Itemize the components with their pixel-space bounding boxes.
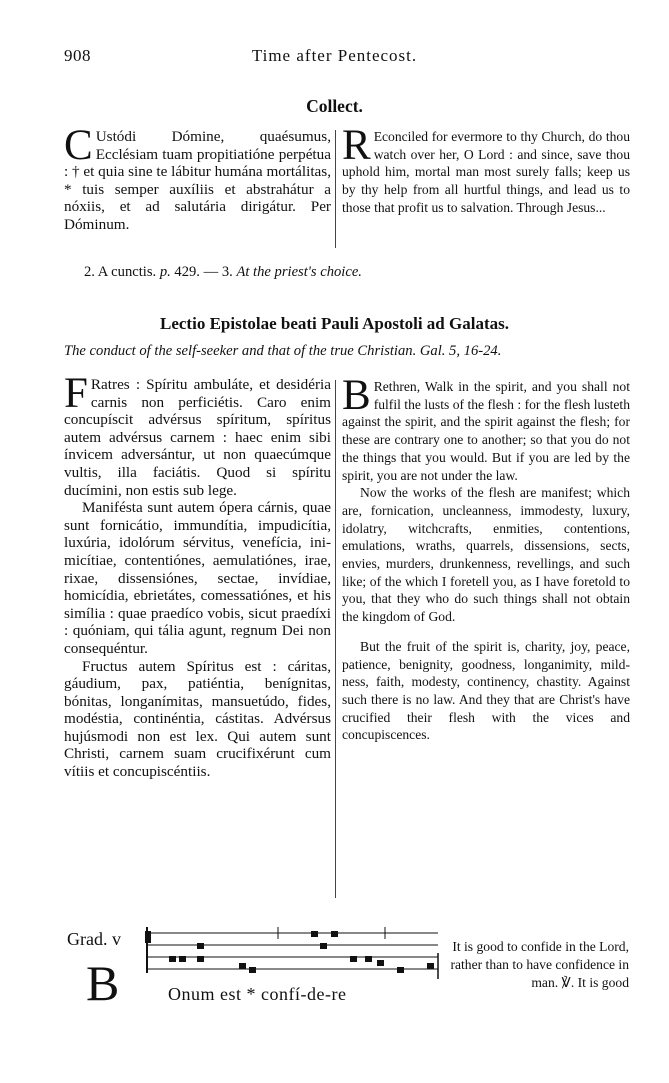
collect-divider [335,130,336,248]
neume [311,931,318,937]
epistle-english-p1 [342,372,630,484]
epistle-english [342,372,630,744]
neume [350,956,357,962]
neume [197,956,204,962]
neume [249,967,256,973]
neume [239,963,246,969]
collect-latin [64,122,331,234]
collect-english-text: Econciled for evermore to thy Church, do thou watch over her, O Lord : and since, save thou uphold him, mortal man most surely falls; keep us by thy help from all hurtful things, and lead us to those that profit us to salvation. Through Jesus... [342,129,630,215]
epistle-latin [64,370,331,781]
collect-english [342,122,630,217]
epistle-latin-p2: Manifésta sunt autem ópera cárnis, quae sunt fornicátio, immundítia, impudicítia, luxúria, idolórum sérvitus, venefícia, inimicítiae, contentiónes, aemulatiónes, irae, rixae, dissensiónes, sectae, invídiae, homicídia, ebrietátes, comessatiónes, et his simília : quae praedíco vobis, sicut praedíxi : quóniam, qui tália agunt, regnum Dei non consequéntur. [64,499,331,657]
epistle-heading: Lectio Epistolae beati Pauli Apostoli ad Galatas. [160,314,509,333]
running-title: Time after Pentecost. [251,46,418,65]
collect-english-dropcap: R [342,122,371,169]
epistle-divider [335,380,336,898]
epistle-english-dropcap: B [342,372,371,419]
epistle-latin-p1-text: Ratres : Spíritu ambuláte, et desidéria carnis non perficiétis. Caro enim concupíscit advérsus spíritum, spíritus autem advérsus carnem : haec enim sibi ínvicem adversántur, ut non quaecúmque vultis, illa faciátis. Quod si spíritu ducímini, non estis sub lege. [64,376,331,499]
gradual-english: It is good to confide in the Lord, rather than to have confidence in man. ℣. It is good [450,939,629,990]
epistle-subtitle: The conduct of the self-seeker and that of the true Christian. Gal. 5, 16-24. [64,343,502,359]
neume [331,931,338,937]
epistle-latin-p1 [64,370,331,499]
ref-2: 2. A cunctis. [84,264,160,280]
gradual-lyric: Onum est * confí-de-re [168,984,347,1004]
epistle-english-p3: But the fruit of the spirit is, charity, joy, peace, patience, benignity, goodness, longanimity, mildness, faith, modesty, continency, chastity. Against such there is no law. And they that are Christ's have crucified their flesh with the vices and concupiscences. [342,638,630,743]
collect-latin-dropcap: C [64,122,93,169]
epistle-english-p1-text: Rethren, Walk in the spirit, and you shall not fulfil the lusts of the flesh : for the flesh lusteth against the spirit, and the spirit against the flesh; for these are contrary one to another; so that you do not the things that you would. But if you are led by the spirit, you are not under the law. [342,379,630,483]
neume [179,956,186,962]
neume [377,960,384,966]
collect-references [84,264,362,281]
chant-staff [145,923,440,985]
ref-choice: At the priest's choice. [236,264,362,280]
gradual-label: Grad. v [67,929,121,949]
page-number: 908 [64,46,91,65]
neume [169,956,176,962]
neume [365,956,372,962]
collect-latin-text: Ustódi Dómine, quaésumus, Ecclésiam tuam propitiatióne perpétua : † et quia sine te lábitur humána mortálitas, * tuis semper auxíliis et abstrahátur a nóxiis, et ad salutária dirigátur. Per Dóminum. [64,128,331,233]
collect-heading: Collect. [306,96,363,116]
ref-num: 429. — 3. [170,264,237,280]
ref-p: p. [159,264,171,280]
gradual-initial: B [86,955,120,1011]
neume [320,943,327,949]
clef [145,931,151,943]
neume [197,943,204,949]
epistle-english-p2: Now the works of the flesh are manifest; which are, fornication, uncleanness, immodesty, luxury, idolatry, witchcrafts, enmities, contentions, emulations, wraths, quarrels, dissensions, sects, envies, murders, drunkenness, revellings, and such like; of the which I foretell you, as I have foretold to you, that they who do such things shall not obtain the kingdom of God. [342,485,630,625]
neume [427,963,434,969]
neume [397,967,404,973]
epistle-latin-dropcap: F [64,370,88,417]
epistle-latin-p3: Fructus autem Spíritus est : cáritas, gáudium, pax, patiéntia, benígnitas, bónitas, longanímitas, mansuetúdo, fides, modéstia, continéntia, cástitas. Advérsus hujúsmodi non est lex. Qui autem sunt Christi, carnem suam crucifixérunt cum vítiis et concupiscéntiis. [64,657,331,781]
